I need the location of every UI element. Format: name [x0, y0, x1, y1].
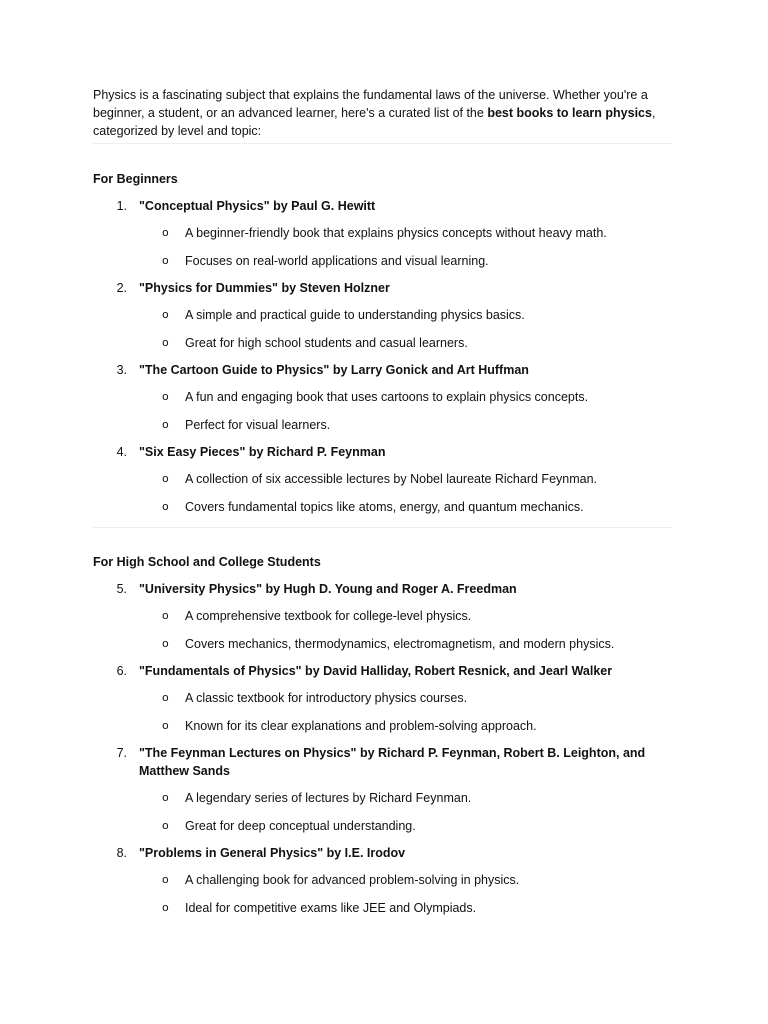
book-title: "Conceptual Physics" by Paul G. Hewitt	[139, 199, 376, 213]
book-description-point	[93, 388, 673, 406]
circle-bullet-icon: o	[162, 791, 169, 804]
list-number: 2.	[116, 281, 127, 295]
point-text: A legendary series of lectures by Richard Feynman.	[185, 791, 472, 805]
book-description-point	[93, 252, 673, 270]
section-heading: For High School and College Students	[93, 555, 321, 569]
book-title: "The Feynman Lectures on Physics" by Richard P. Feynman, Robert B. Leighton, and Matthew Sands	[139, 746, 646, 778]
book-description-point	[93, 498, 673, 516]
circle-bullet-icon: o	[162, 472, 169, 485]
book-description-point	[93, 416, 673, 434]
circle-bullet-icon: o	[162, 308, 169, 321]
book-title: "The Cartoon Guide to Physics" by Larry Gonick and Art Huffman	[139, 363, 529, 377]
book-title-item	[93, 844, 673, 862]
sections-container	[93, 143, 673, 917]
book-description-point	[93, 306, 673, 324]
circle-bullet-icon: o	[162, 719, 169, 732]
point-text: A fun and engaging book that uses cartoons to explain physics concepts.	[185, 390, 589, 404]
section-divider	[93, 527, 673, 528]
point-text: A comprehensive textbook for college-level physics.	[185, 609, 472, 623]
circle-bullet-icon: o	[162, 691, 169, 704]
book-title-item	[93, 279, 673, 297]
list-number: 5.	[116, 582, 127, 596]
book-description-point	[93, 817, 673, 835]
book-description-point	[93, 635, 673, 653]
book-title: "University Physics" by Hugh D. Young and Roger A. Freedman	[139, 582, 517, 596]
section-divider	[93, 143, 673, 144]
book-title-item	[93, 197, 673, 215]
point-text: A collection of six accessible lectures by Nobel laureate Richard Feynman.	[185, 472, 598, 486]
section-heading: For Beginners	[93, 172, 178, 186]
book-title: "Problems in General Physics" by I.E. Irodov	[139, 846, 406, 860]
book-description-point	[93, 689, 673, 707]
point-text: A simple and practical guide to understanding physics basics.	[185, 308, 525, 322]
circle-bullet-icon: o	[162, 873, 169, 886]
intro-text-after: , categorized by level and topic:	[93, 106, 656, 138]
book-description-point	[93, 717, 673, 735]
point-text: A beginner-friendly book that explains physics concepts without heavy math.	[185, 226, 607, 240]
point-text: Covers fundamental topics like atoms, energy, and quantum mechanics.	[185, 500, 584, 514]
circle-bullet-icon: o	[162, 609, 169, 622]
book-description-point	[93, 334, 673, 352]
book-description-point	[93, 224, 673, 242]
circle-bullet-icon: o	[162, 500, 169, 513]
circle-bullet-icon: o	[162, 637, 169, 650]
list-number: 3.	[116, 363, 127, 377]
intro-paragraph	[93, 86, 673, 140]
circle-bullet-icon: o	[162, 336, 169, 349]
book-description-point	[93, 871, 673, 889]
list-number: 6.	[116, 664, 127, 678]
circle-bullet-icon: o	[162, 390, 169, 403]
intro-bold-text: best books to learn physics	[487, 106, 652, 120]
book-description-point	[93, 899, 673, 917]
list-number: 4.	[116, 445, 127, 459]
point-text: Perfect for visual learners.	[185, 418, 331, 432]
list-number: 8.	[116, 846, 127, 860]
point-text: Known for its clear explanations and problem-solving approach.	[185, 719, 537, 733]
point-text: A classic textbook for introductory physics courses.	[185, 691, 468, 705]
point-text: Focuses on real-world applications and visual learning.	[185, 254, 489, 268]
book-title-item	[93, 744, 673, 780]
circle-bullet-icon: o	[162, 418, 169, 431]
book-title-item	[93, 361, 673, 379]
book-description-point	[93, 470, 673, 488]
point-text: Covers mechanics, thermodynamics, electromagnetism, and modern physics.	[185, 637, 615, 651]
point-text: Ideal for competitive exams like JEE and Olympiads.	[185, 901, 477, 915]
point-text: Great for high school students and casual learners.	[185, 336, 468, 350]
document-page	[93, 86, 673, 917]
intro-text-before: Physics is a fascinating subject that explains the fundamental laws of the universe. Whether you're a beginner, a student, or an advanced learner, here's a curated list of the	[93, 88, 648, 120]
book-title: "Fundamentals of Physics" by David Halliday, Robert Resnick, and Jearl Walker	[139, 664, 613, 678]
circle-bullet-icon: o	[162, 254, 169, 267]
list-number: 7.	[116, 746, 127, 760]
book-title: "Physics for Dummies" by Steven Holzner	[139, 281, 390, 295]
book-description-point	[93, 789, 673, 807]
point-text: Great for deep conceptual understanding.	[185, 819, 416, 833]
book-title-item	[93, 662, 673, 680]
circle-bullet-icon: o	[162, 226, 169, 239]
circle-bullet-icon: o	[162, 901, 169, 914]
book-description-point	[93, 607, 673, 625]
circle-bullet-icon: o	[162, 819, 169, 832]
book-title-item	[93, 443, 673, 461]
point-text: A challenging book for advanced problem-solving in physics.	[185, 873, 520, 887]
list-number: 1.	[116, 199, 127, 213]
book-title-item	[93, 580, 673, 598]
book-title: "Six Easy Pieces" by Richard P. Feynman	[139, 445, 386, 459]
